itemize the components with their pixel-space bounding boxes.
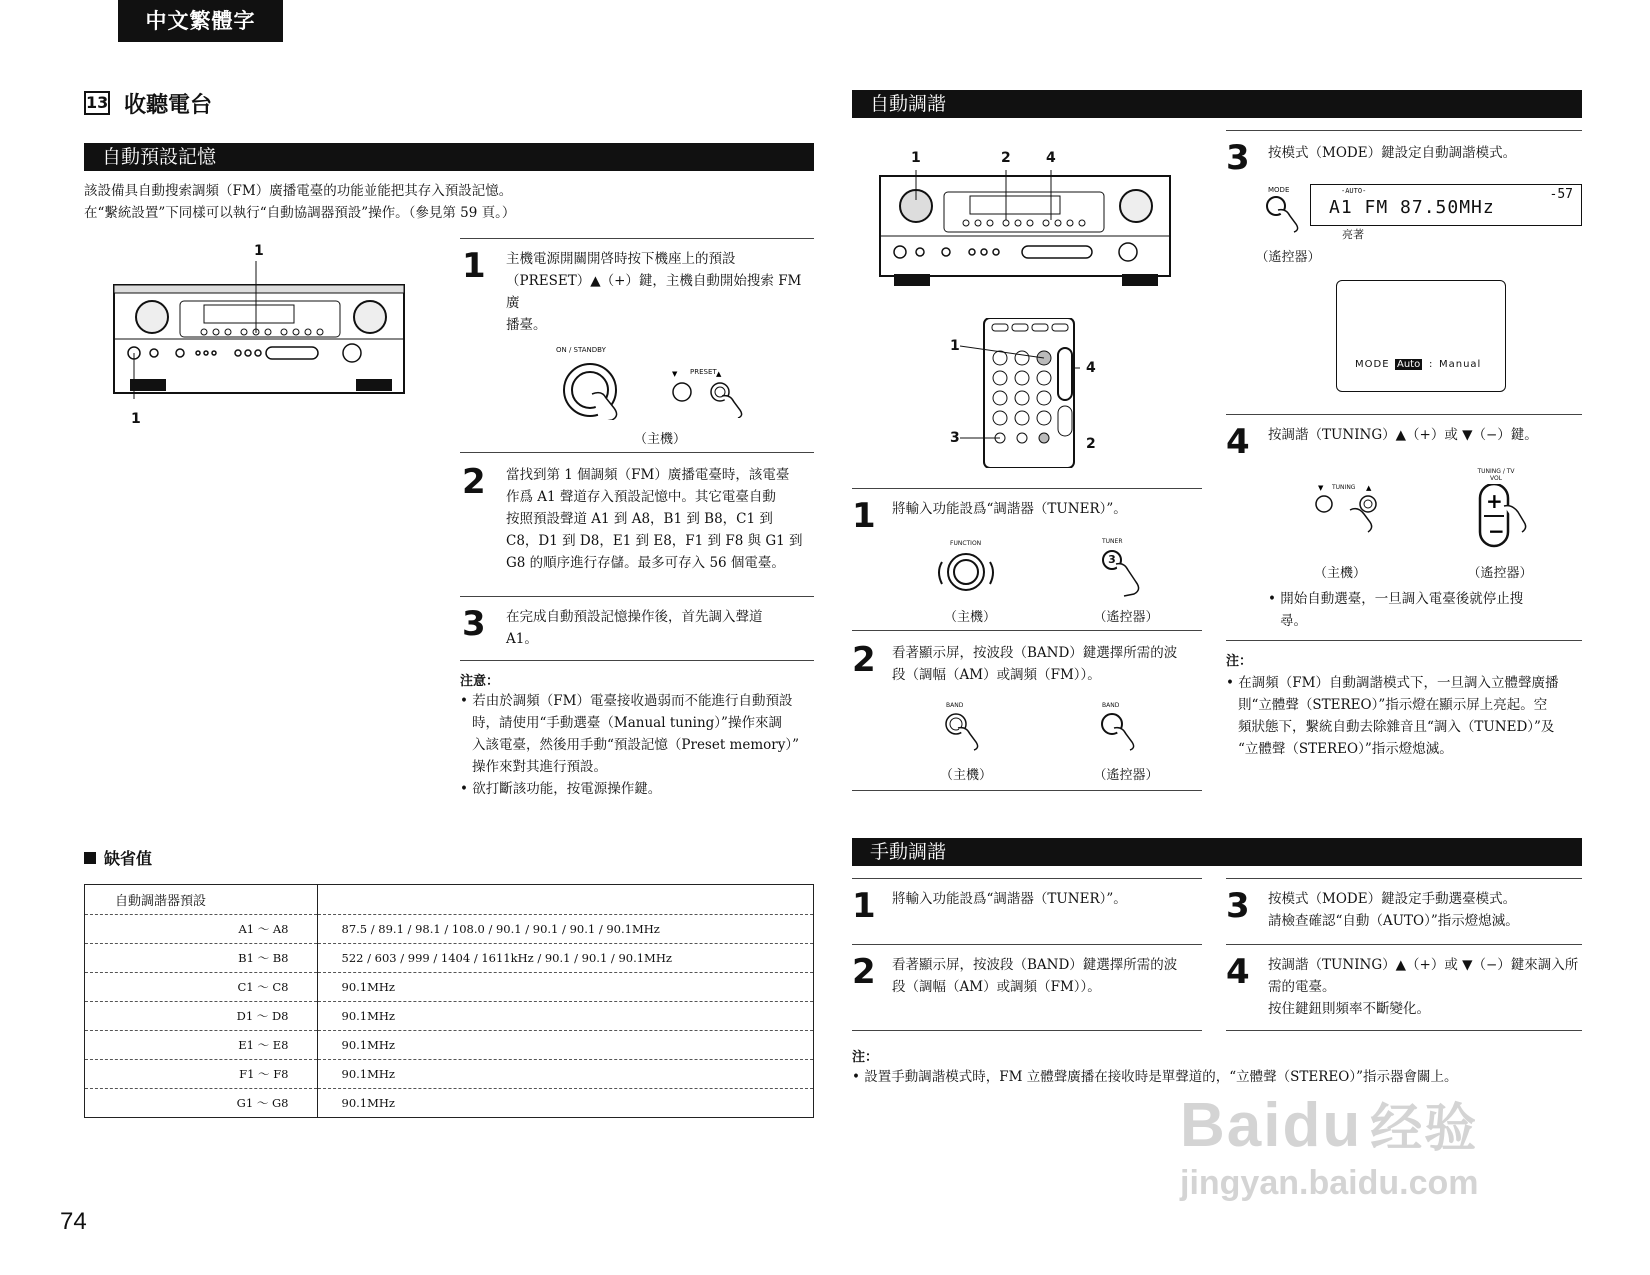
remote-callout-4: 4 — [1086, 360, 1096, 376]
remote-control-illustration — [960, 318, 1080, 468]
auto-step-3-number: 3 — [1226, 138, 1250, 178]
table-row: A1 ～ A8 87.5 / 89.1 / 98.1 / 108.0 / 90.1 / 90.1 / 90.1 / 90.1MHz — [85, 914, 813, 943]
page-number: 74 — [60, 1208, 87, 1235]
auto-preset-memory-heading: 自動預設記憶 — [84, 143, 814, 171]
step-1-number: 1 — [462, 246, 486, 286]
divider — [852, 488, 1202, 489]
table-row: E1 ～ E8 90.1MHz — [85, 1030, 813, 1059]
lcd-display — [1310, 184, 1582, 226]
divider — [460, 452, 814, 453]
remote-callout-1: 1 — [950, 338, 960, 354]
step-1-text: 主機電源開關開啓時按下機座上的預設 （PRESET）▲（+）鍵，主機自動開始搜索 FM 廣 播臺。 — [506, 251, 802, 333]
manual-step-1-number: 1 — [852, 886, 876, 926]
step-2-number: 2 — [462, 462, 486, 502]
divider — [1226, 130, 1582, 131]
preset-buttons-illustration — [668, 368, 758, 418]
step-2-text: 當找到第 1 個調頻（FM）廣播電臺時，該電臺 作爲 A1 聲道存入預設記憶中。其它電臺自動 按照預設聲道 A1 到 A8，B1 到 B8，C1 到 C8，D1 到 D8，E1 到 E8，F1 到 F8 與 G1 到 G8 的順序進行存儲。最多可存入 56 個電臺。 — [506, 467, 803, 571]
receiver-front-panel-illustration — [108, 255, 428, 435]
remote-caption: （遙控器） — [1093, 768, 1159, 783]
osd-mode-label: MODE — [1355, 359, 1390, 370]
step-3-text: 在完成自動預設記憶操作後，首先調入聲道 A1。 — [506, 609, 763, 647]
caution-note-1: • 若由於調頻（FM）電臺接收過弱而不能進行自動預設 時，請使用“手動選臺（Manual tuning）”操作來調 入該電臺，然後用手動“預設記憶（Preset memory）” 操作來對其進行預設。 — [460, 693, 800, 775]
table-row: G1 ～ G8 90.1MHz — [85, 1088, 813, 1117]
manual-tuning-heading: 手動調諧 — [852, 838, 1582, 866]
divider — [852, 944, 1202, 945]
auto-note-title: 注： — [1226, 654, 1253, 669]
tuning-plus-minus-remote-icon — [1470, 484, 1540, 550]
auto-step-1-number: 1 — [852, 496, 876, 536]
mode-label: MODE — [1268, 186, 1290, 194]
auto-step-4-number: 4 — [1226, 422, 1250, 462]
auto-note: • 在調頻（FM）自動調諧模式下，一旦調入立體聲廣播 則“立體聲（STEREO）”指示燈在顯示屏上亮起。空 頻狀態下，繫統自動去除雜音且“調入（TUNED）”及 “立體聲（STEREO）”指示燈熄滅。 — [1226, 675, 1559, 757]
power-button-illustration — [556, 356, 636, 420]
divider — [1226, 414, 1582, 415]
divider — [1226, 640, 1582, 641]
table-row: C1 ～ C8 90.1MHz — [85, 972, 813, 1001]
manual-step-4-text: 按調諧（TUNING）▲（+）或 ▼（−）鍵來調入所 需的電臺。 按住鍵鈕則頻率不斷變化。 — [1268, 957, 1579, 1017]
osd-screen — [1336, 280, 1506, 392]
tuning-label-main: TUNING — [1332, 484, 1356, 491]
language-tab: 中文繁體字 — [118, 0, 283, 42]
hand-icon — [1112, 560, 1152, 600]
band-label-remote: BAND — [1102, 702, 1120, 709]
auto-step-3-text: 按模式（MODE）鍵設定自動調諧模式。 — [1268, 145, 1517, 161]
tuning-label-remote: TUNING / TV VOL — [1477, 468, 1515, 482]
band-label-main: BAND — [946, 702, 964, 709]
receiver-callout-top: 1 — [254, 243, 264, 259]
auto-step-2-text: 看著顯示屏，按波段（BAND）鍵選擇所需的波 段（調幅（AM）或調頻（FM））。 — [892, 645, 1178, 683]
callout-4: 4 — [1046, 150, 1056, 166]
step-3-number: 3 — [462, 604, 486, 644]
svg-text:▼: ▼ — [1318, 484, 1324, 492]
divider — [852, 878, 1202, 879]
tuning-buttons-main-icon — [1310, 482, 1390, 538]
band-button-main-icon — [942, 710, 992, 754]
receiver-illustration-auto — [876, 170, 1196, 300]
caution-note-2: • 欲打斷該功能，按電源操作鍵。 — [460, 781, 662, 797]
main-unit-caption: （主機） — [633, 432, 686, 447]
auto-step-4-bullet: • 開始自動選臺，一旦調入電臺後就停止搜 尋。 — [1268, 591, 1524, 629]
osd-manual-label: Manual — [1439, 359, 1482, 370]
defaults-table — [84, 884, 814, 1118]
divider — [460, 238, 814, 239]
defaults-bullet-icon — [84, 852, 96, 864]
manual-step-3-number: 3 — [1226, 886, 1250, 926]
receiver-callout-bottom: 1 — [131, 411, 141, 427]
main-unit-caption: （主機） — [939, 768, 992, 783]
main-unit-caption: （主機） — [943, 610, 996, 625]
callout-2: 2 — [1001, 150, 1011, 166]
remote-callout-2: 2 — [1086, 436, 1096, 452]
lcd-signal: -57 — [1549, 187, 1573, 202]
auto-tuning-heading: 自動調諧 — [852, 90, 1582, 118]
section-title: 收聽電台 — [124, 93, 213, 118]
tuner-key-button: 3 — [1102, 550, 1122, 570]
osd-separator: : — [1429, 359, 1433, 370]
manual-step-2-number: 2 — [852, 952, 876, 992]
lcd-auto-indicator: -AUTO- — [1341, 187, 1367, 195]
defaults-title: 缺省值 — [104, 849, 153, 868]
divider — [852, 790, 1202, 791]
manual-step-4-number: 4 — [1226, 952, 1250, 992]
main-unit-caption: （主機） — [1313, 566, 1366, 581]
divider — [1226, 944, 1582, 945]
auto-step-2-number: 2 — [852, 640, 876, 680]
auto-step-4-text: 按調諧（TUNING）▲（+）或 ▼（−）鍵。 — [1268, 427, 1538, 443]
remote-caption: （遙控器） — [1467, 566, 1533, 581]
svg-text:▲: ▲ — [716, 370, 722, 378]
table-row: D1 ～ D8 90.1MHz — [85, 1001, 813, 1030]
manual-note-title: 注： — [852, 1050, 879, 1065]
table-row: B1 ～ B8 522 / 603 / 999 / 1404 / 1611kHz / 90.1 / 90.1 / 90.1MHz — [85, 943, 813, 972]
remote-caption: （遙控器） — [1255, 250, 1321, 265]
caution-title: 注意： — [460, 674, 500, 689]
intro-line-1: 該設備具自動搜索調頻（FM）廣播電臺的功能並能把其存入預設記憶。 — [84, 183, 513, 199]
svg-text:▼: ▼ — [672, 370, 678, 378]
remote-caption: （遙控器） — [1093, 610, 1159, 625]
watermark-logo: Baidu 经验 — [1180, 1091, 1479, 1160]
table-row: F1 ～ F8 90.1MHz — [85, 1059, 813, 1088]
divider — [852, 1030, 1202, 1031]
function-knob-icon — [932, 548, 1002, 598]
on-standby-label: ON / STANDBY — [556, 346, 606, 354]
preset-label: PRESET — [690, 368, 717, 376]
section-number: 13 — [84, 91, 110, 115]
band-button-remote-icon — [1098, 710, 1148, 754]
divider — [852, 630, 1202, 631]
watermark-url: jingyan.baidu.com — [1180, 1164, 1479, 1202]
mode-button-icon — [1264, 194, 1314, 238]
svg-text:−: − — [1488, 519, 1505, 543]
divider — [460, 596, 814, 597]
divider — [1226, 878, 1582, 879]
osd-auto-highlight: Auto — [1397, 359, 1421, 370]
remote-callout-3: 3 — [950, 430, 960, 446]
manual-note: • 設置手動調諧模式時，FM 立體聲廣播在接收時是單聲道的，“立體聲（STEREO）”指示器會關上。 — [852, 1069, 1458, 1085]
auto-step-1-text: 將輸入功能設爲“調諧器（TUNER）”。 — [892, 501, 1127, 517]
tuner-label: TUNER — [1102, 538, 1123, 545]
defaults-header-key: 自動調諧器預設 — [85, 885, 317, 914]
svg-text:▲: ▲ — [1366, 484, 1372, 492]
lit-label: 亮著 — [1342, 228, 1364, 241]
callout-1: 1 — [911, 150, 921, 166]
divider — [1226, 1030, 1582, 1031]
divider — [460, 660, 814, 661]
function-label: FUNCTION — [950, 540, 982, 547]
intro-line-2: 在“繫統設置”下同樣可以執行“自動協調器預設”操作。（參見第 59 頁。） — [84, 205, 516, 221]
manual-step-1-text: 將輸入功能設爲“調諧器（TUNER）”。 — [892, 891, 1127, 907]
svg-text:+: + — [1486, 489, 1503, 513]
manual-step-3-text: 按模式（MODE）鍵設定手動選臺模式。 請檢查確認“自動（AUTO）”指示燈熄滅。 — [1268, 891, 1519, 929]
lcd-frequency: A1 FM 87.50MHz — [1329, 197, 1495, 218]
manual-step-2-text: 看著顯示屏，按波段（BAND）鍵選擇所需的波 段（調幅（AM）或調頻（FM））。 — [892, 957, 1178, 995]
